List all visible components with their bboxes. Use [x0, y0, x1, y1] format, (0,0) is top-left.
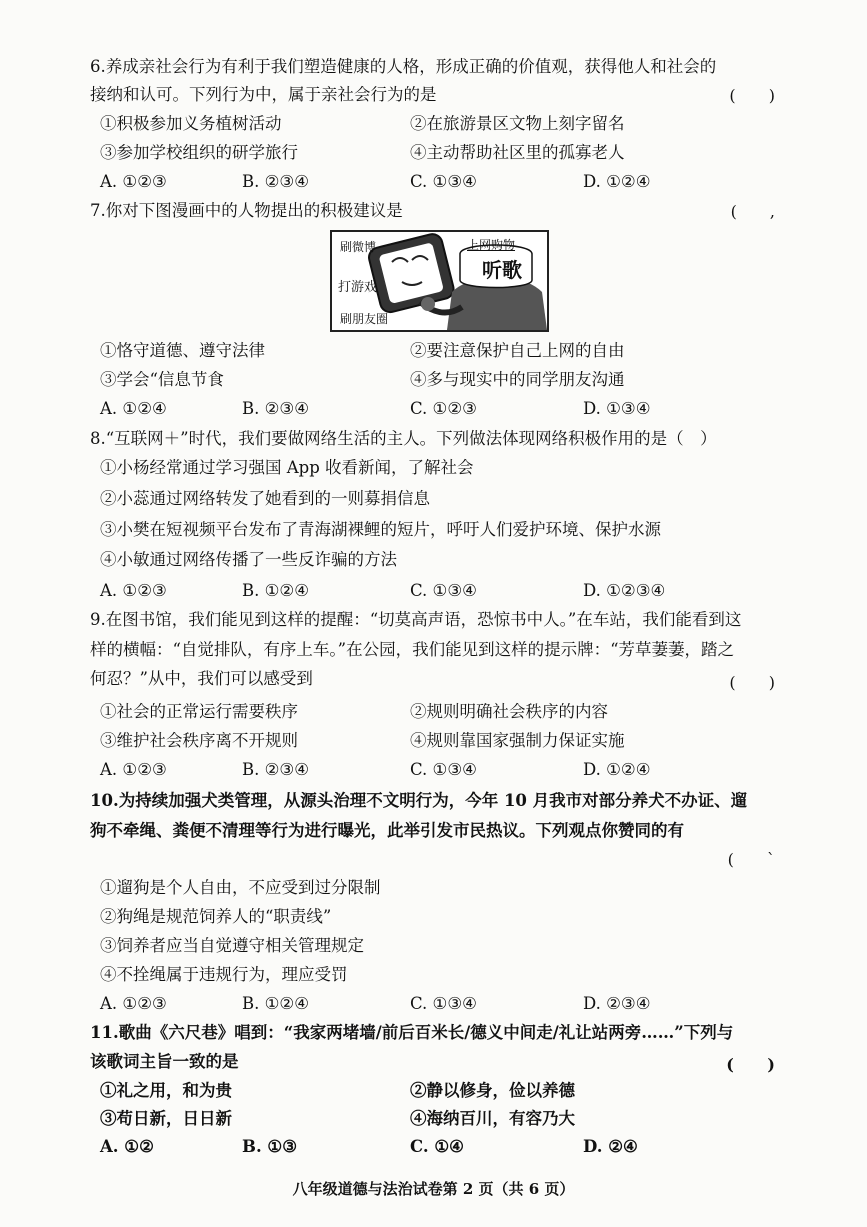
question-stem-line: 狗不牵绳、粪便不清理等行为进行曝光，此举引发市民热议。下列观点你赞同的有 — [90, 821, 684, 840]
cartoon-label: 打游戏 — [338, 280, 378, 295]
choice: A. ①②③ — [100, 581, 167, 600]
option: ①恪守道德、遵守法律 — [100, 341, 265, 360]
question-stem-line: 该歌词主旨一致的是 — [90, 1052, 239, 1071]
choice: D. ①②③④ — [583, 581, 666, 600]
option: ③苟日新，日日新 — [100, 1109, 232, 1128]
choice: A. ①②④ — [100, 399, 167, 418]
option: ①礼之用，和为贵 — [100, 1081, 232, 1100]
choice: B. ①②④ — [242, 994, 309, 1013]
option: ④不拴绳属于违规行为，理应受罚 — [100, 965, 348, 984]
choice: D. ②④ — [583, 1137, 638, 1156]
option: ③维护社会秩序离不开规则 — [100, 731, 298, 750]
question-stem-line: 9.在图书馆，我们能见到这样的提醒：“切莫高声语，恐惊书中人。”在车站，我们能看到这 — [90, 610, 742, 629]
cartoon-label: 听歌 — [482, 258, 522, 282]
choice: C. ①③④ — [410, 581, 477, 600]
question-stem-line: 样的横幅：“自觉排队，有序上车。”在公园，我们能见到这样的提示牌：“芳草萋萋，踏之 — [90, 640, 735, 659]
choice: A. ①② — [100, 1137, 154, 1156]
question-stem-line: 6.养成亲社会行为有利于我们塑造健康的人格，形成正确的价值观，获得他人和社会的 — [90, 57, 717, 76]
choice: B. ①③ — [242, 1137, 298, 1156]
option: ②小蕊通过网络转发了她看到的一则募捐信息 — [100, 489, 430, 508]
option: ②规则明确社会秩序的内容 — [410, 702, 608, 721]
choice: D. ①②④ — [583, 760, 651, 779]
question-stem-line: 何忍？”从中，我们可以感受到 — [90, 669, 313, 688]
option: ③学会“信息节食 — [100, 370, 224, 389]
option: ③小樊在短视频平台发布了青海湖裸鲤的短片，呼吁人们爱护环境、保护水源 — [100, 520, 661, 539]
cartoon-label: 刷朋友圈 — [340, 312, 389, 326]
choice: C. ①④ — [410, 1137, 464, 1156]
answer-blank: ( ` — [727, 850, 789, 869]
choice: B. ②③④ — [242, 399, 309, 418]
option: ③参加学校组织的研学旅行 — [100, 143, 298, 162]
choice: B. ②③④ — [242, 760, 309, 779]
option: ②狗绳是规范饲养人的“职责线” — [100, 907, 332, 926]
question-stem-line: 8.“互联网＋”时代，我们要做网络生活的主人。下列做法体现网络积极作用的是（ ） — [90, 429, 717, 448]
option: ②要注意保护自己上网的自由 — [410, 341, 625, 360]
question-stem-line: 11.歌曲《六尺巷》唱到：“我家两堵墙/前后百米长/德义中间走/礼让站两旁……”下列与 — [90, 1023, 734, 1042]
option: ②静以修身，俭以养德 — [410, 1081, 575, 1100]
option: ②在旅游景区文物上刻字留名 — [410, 114, 625, 133]
choice: C. ①③④ — [410, 994, 477, 1013]
question-stem-line: 接纳和认可。下列行为中，属于亲社会行为的是 — [90, 85, 437, 104]
choice: C. ①③④ — [410, 760, 477, 779]
question-stem-line: 10.为持续加强犬类管理，从源头治理不文明行为，今年 10 月我市对部分养犬不办证、遛 — [90, 791, 748, 810]
cartoon-label: 上网购物 — [467, 238, 516, 252]
option: ④主动帮助社区里的孤寡老人 — [410, 143, 625, 162]
option: ①社会的正常运行需要秩序 — [100, 702, 298, 721]
cartoon-image — [330, 230, 549, 332]
answer-blank: ( ) — [726, 1055, 789, 1074]
option: ①积极参加义务植树活动 — [100, 114, 282, 133]
question-stem-line: 7.你对下图漫画中的人物提出的积极建议是 — [90, 201, 403, 220]
option: ④多与现实中的同学朋友沟通 — [410, 370, 625, 389]
option: ④小敏通过网络传播了一些反诈骗的方法 — [100, 550, 397, 569]
option: ①遛狗是个人自由，不应受到过分限制 — [100, 878, 381, 897]
choice: D. ①③④ — [583, 399, 651, 418]
option: ③饲养者应当自觉遵守相关管理规定 — [100, 936, 364, 955]
choice: D. ①②④ — [583, 172, 651, 191]
answer-blank: ( ) — [729, 86, 789, 105]
choice: B. ①②④ — [242, 581, 309, 600]
cartoon-label: 刷微博 — [340, 240, 377, 254]
option: ①小杨经常通过学习强国 App 收看新闻，了解社会 — [100, 458, 474, 477]
option: ④海纳百川，有容乃大 — [410, 1109, 575, 1128]
choice: C. ①③④ — [410, 172, 477, 191]
answer-blank: ( ) — [729, 673, 789, 692]
choice: A. ①②③ — [100, 994, 167, 1013]
choice: A. ①②③ — [100, 172, 167, 191]
choice: A. ①②③ — [100, 760, 167, 779]
option: ④规则靠国家强制力保证实施 — [410, 731, 625, 750]
choice: D. ②③④ — [583, 994, 651, 1013]
choice: C. ①②③ — [410, 399, 477, 418]
answer-blank: ( , — [730, 202, 789, 221]
page-footer: 八年级道德与法治试卷第 2 页（共 6 页） — [292, 1180, 575, 1198]
choice: B. ②③④ — [242, 172, 309, 191]
